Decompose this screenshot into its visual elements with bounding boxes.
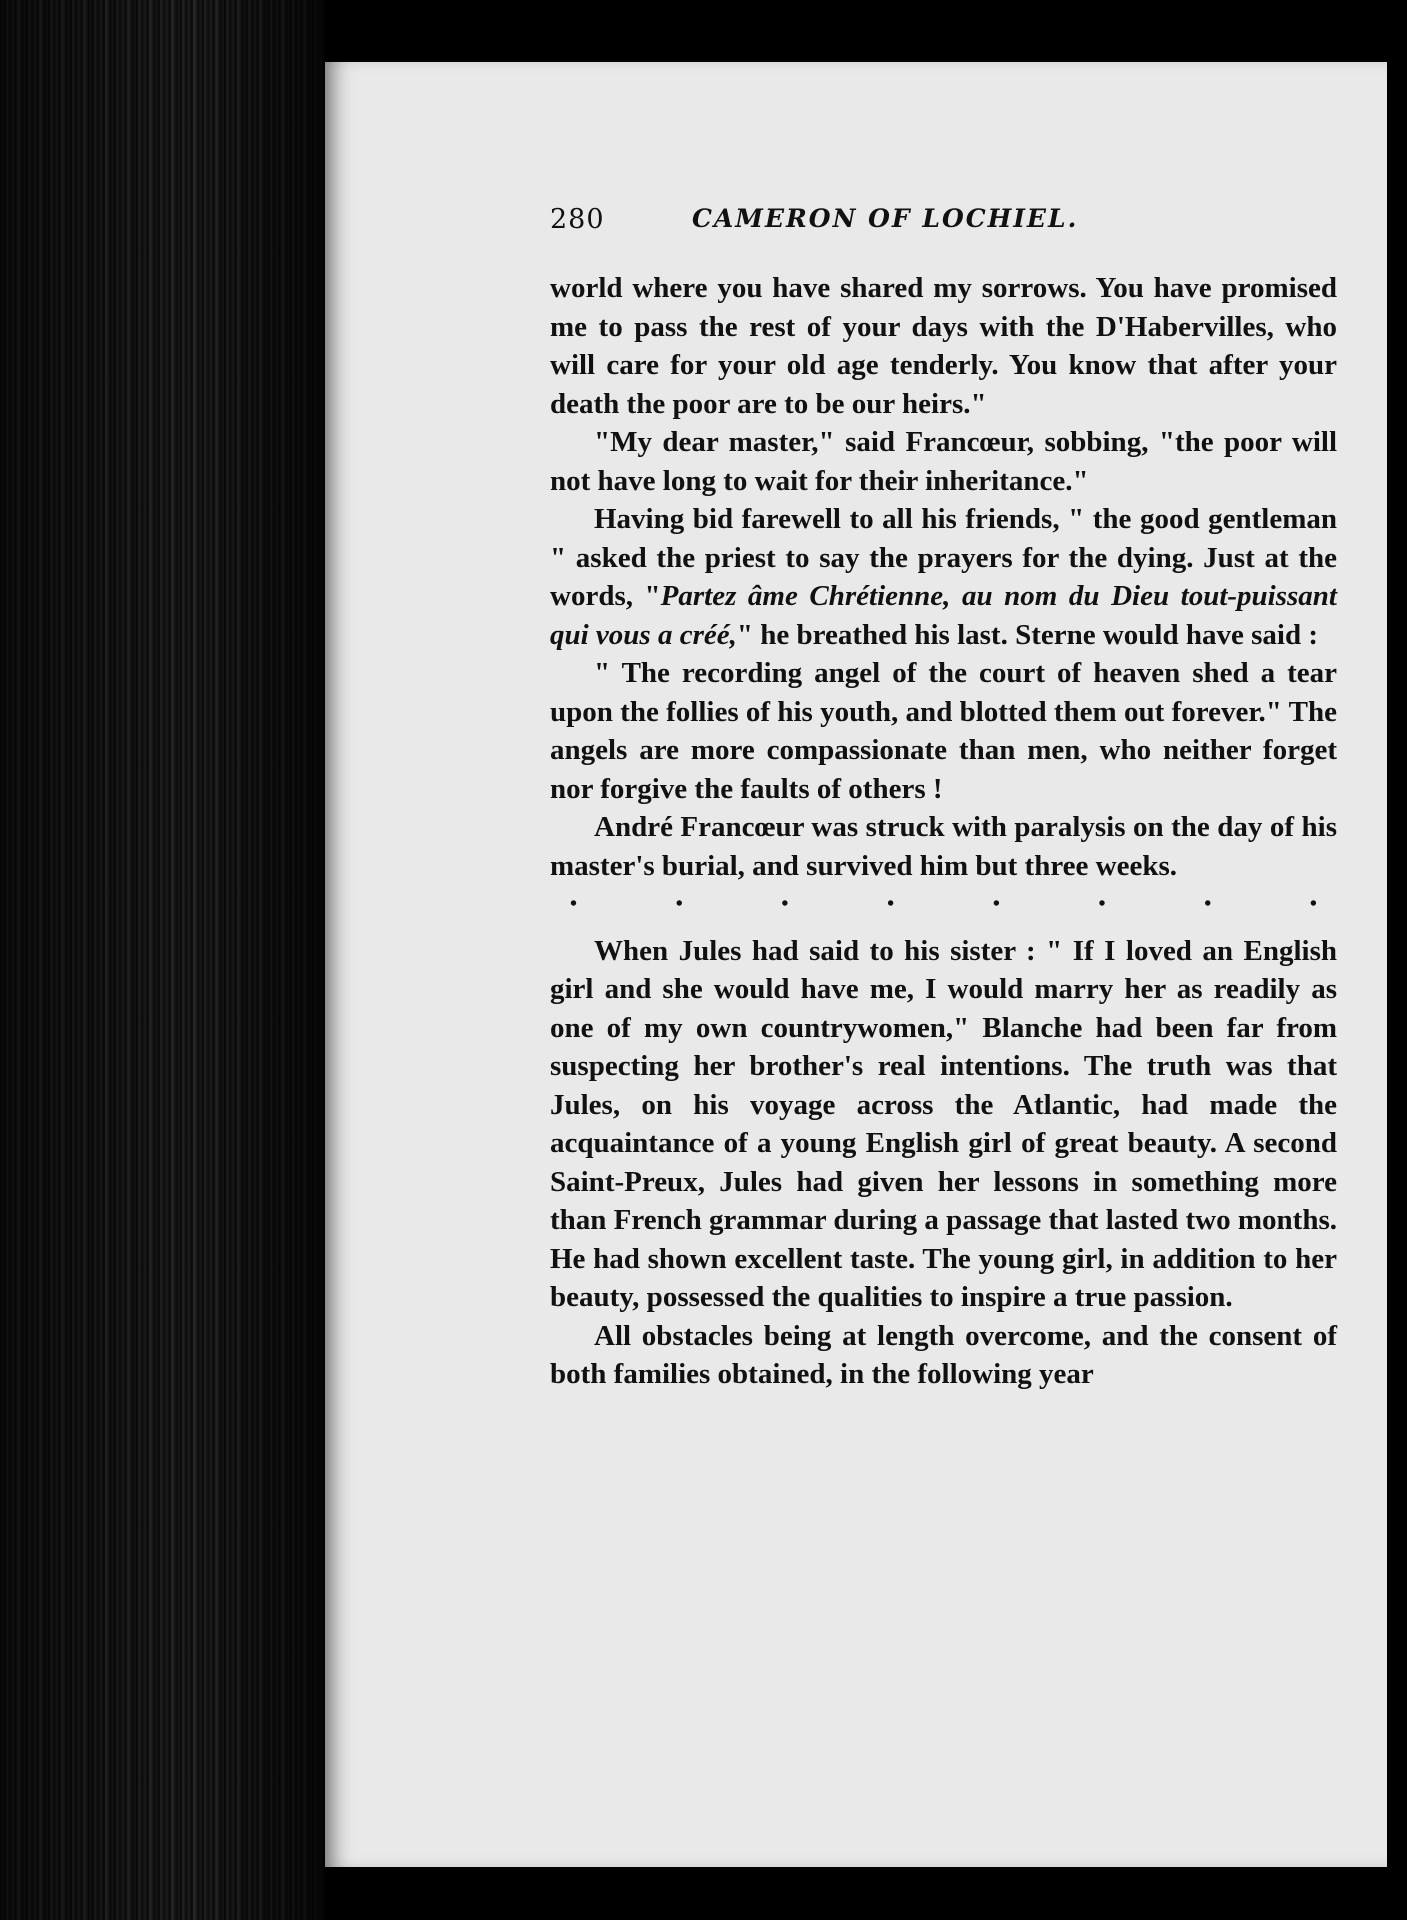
paragraph-text: Having bid farewell to all his friends, " the good gentleman " asked the priest to say the prayers for the dying. Just at the words, "	[550, 503, 1337, 612]
paragraph: All obstacles being at length overcome, and the consent of both families obtained, in the following year	[550, 1319, 1337, 1390]
running-title: CAMERON OF LOCHIEL.	[692, 204, 1079, 233]
latin-prayer-quote: Partez âme Chrétienne, au nom du Dieu tout-puissant qui vous a créé,	[550, 580, 1337, 651]
section-break-dot: •	[887, 893, 895, 915]
section-break-dot: •	[1098, 893, 1106, 915]
book-spine-edge	[0, 0, 325, 1920]
section-break	[550, 885, 1337, 924]
section-break-dot: •	[570, 893, 578, 915]
running-head	[550, 204, 1360, 244]
section-break-dot: •	[675, 893, 683, 915]
paragraph: "My dear master," said Francœur, sobbing, "the poor will not have long to wait for their inheritance."	[550, 426, 1337, 497]
book-page	[325, 62, 1387, 1867]
paragraph: world where you have shared my sorrows. You have promised me to pass the rest of your days with the D'Habervilles, who will care for your old age tenderly. You know that after your death the poor are to be our heirs."	[550, 272, 1337, 420]
body-text	[550, 269, 1337, 1394]
section-break-dot: •	[781, 893, 789, 915]
paragraph: " The recording angel of the court of heaven shed a tear upon the follies of his youth, and blotted them out forever." The angels are more compassionate than men, who neither forget nor forgive the faults of others !	[550, 657, 1337, 805]
section-break-dot: •	[992, 893, 1000, 915]
paragraph: André Francœur was struck with paralysis on the day of his master's burial, and survived him but three weeks.	[550, 811, 1337, 882]
page-number: 280	[550, 204, 605, 235]
section-break-dot: •	[1204, 893, 1212, 915]
paragraph-text: " he breathed his last. Sterne would have said :	[736, 618, 1318, 651]
section-break-dot: •	[1309, 893, 1317, 915]
paragraph: When Jules had said to his sister : " If I loved an English girl and she would have me, I would marry her as readily as one of my own countrywomen," Blanche had been far from suspecting her brother's real intentions. The truth was that Jules, on his voyage across the Atlantic, had made the acquaintance of a young English girl of great beauty. A second Saint-Preux, Jules had given her lessons in something more than French grammar during a passage that lasted two months. He had shown excellent taste. The young girl, in addition to her beauty, possessed the qualities to inspire a true passion.	[550, 934, 1337, 1313]
paragraph	[550, 500, 1337, 654]
